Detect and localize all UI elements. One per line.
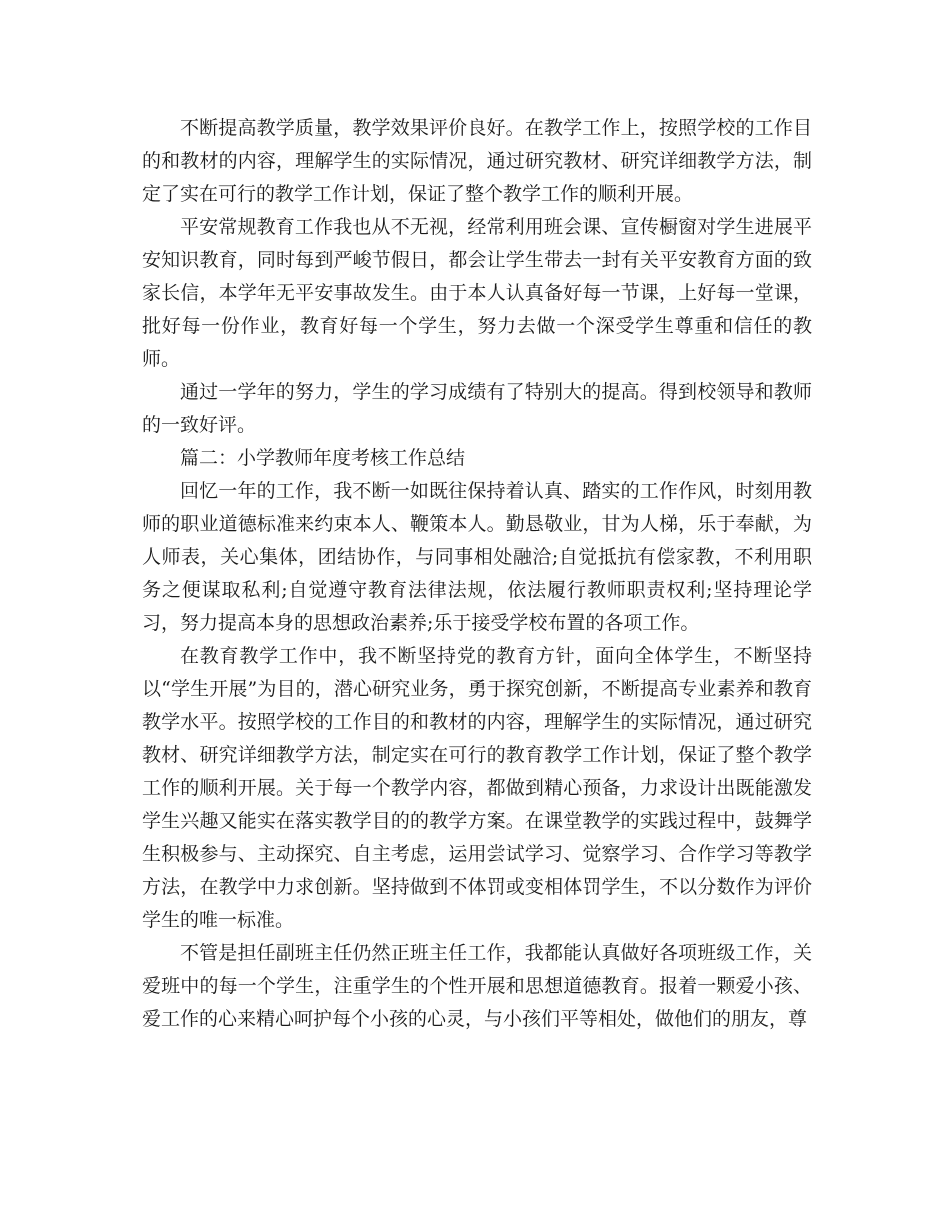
- section-heading: 篇二：小学教师年度考核工作总结: [180, 447, 466, 469]
- paragraph-safety-education: 平安常规教育工作我也从不无视，经常利用班会课、宣传橱窗对学生进展平安知识教育，同时每到严峻节假日，都会让学生带去一封有关平安教育方面的致家长信，本学年无平安事故发生。由于本人认真备好每一节课，上好每一堂课，批好每一份作业，教育好每一个学生，努力去做一个深受学生尊重和信任的教师。: [142, 216, 812, 370]
- paragraph-review-work: 回忆一年的工作，我不断一如既往保持着认真、踏实的工作作风，时刻用教师的职业道德标准来约束本人、鞭策本人。勤恳敬业，甘为人梯，乐于奉献，为人师表，关心集体，团结协作，与同事相处融洽;自觉抵抗有偿家教，不利用职务之便谋取私利;自觉遵守教育法律法规，依法履行教师职责权利;坚持理论学习，努力提高本身的思想政治素养;乐于接受学校布置的各项工作。: [142, 480, 812, 634]
- paragraph-class-teacher: 不管是担任副班主任仍然正班主任工作，我都能认真做好各项班级工作，关爱班中的每一个学生，注重学生的个性开展和思想道德教育。报着一颗爱小孩、爱工作的心来精心呵护每个小孩的心灵，与小孩们平等相处，做他们的朋友，尊: [142, 942, 812, 1030]
- document-body: [142, 112, 812, 1036]
- paragraph-year-results: 通过一学年的努力，学生的学习成绩有了特别大的提高。得到校领导和教师的一致好评。: [142, 381, 812, 436]
- paragraph-teaching-work: 在教育教学工作中，我不断坚持党的教育方针，面向全体学生，不断坚持以“学生开展”为目的，潜心研究业务，勇于探究创新，不断提高专业素养和教育教学水平。按照学校的工作目的和教材的内容，理解学生的实际情况，通过研究教材、研究详细教学方法，制定实在可行的教育教学工作计划，保证了整个教学工作的顺利开展。关于每一个教学内容，都做到精心预备，力求设计出既能激发学生兴趣又能实在落实教学目的的教学方案。在课堂教学的实践过程中，鼓舞学生积极参与、主动探究、自主考虑，运用尝试学习、觉察学习、合作学习等教学方法，在教学中力求创新。坚持做到不体罚或变相体罚学生，不以分数作为评价学生的唯一标准。: [142, 645, 812, 931]
- paragraph-teaching-quality: 不断提高教学质量，教学效果评价良好。在教学工作上，按照学校的工作目的和教材的内容，理解学生的实际情况，通过研究教材、研究详细教学方法，制定了实在可行的教学工作计划，保证了整个教学工作的顺利开展。: [142, 117, 812, 205]
